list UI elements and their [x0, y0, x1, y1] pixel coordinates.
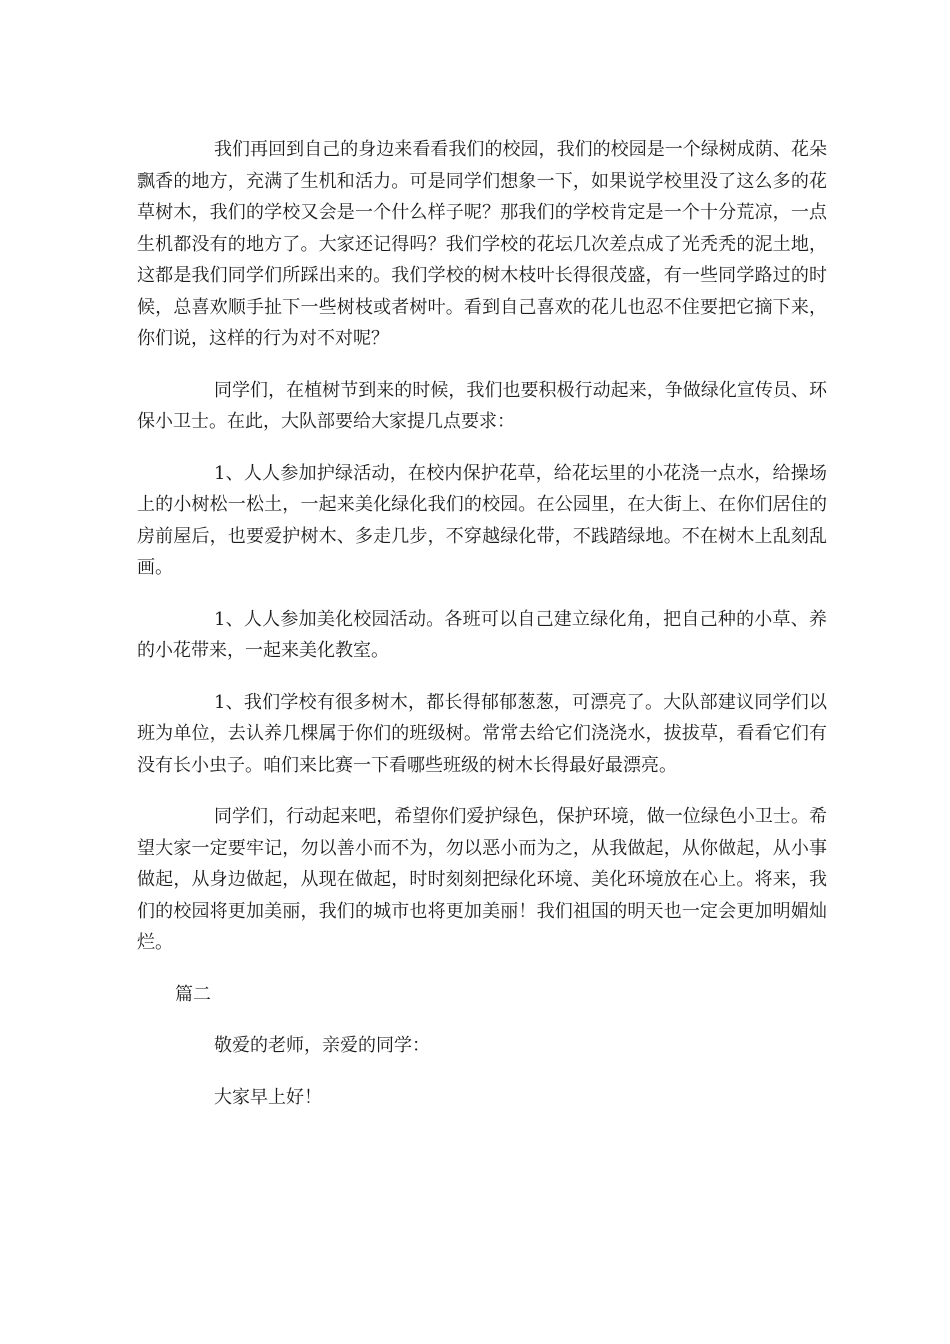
section-heading: 篇二 — [175, 983, 211, 1005]
paragraph-call-to-action: 同学们，在植树节到来的时候，我们也要积极行动起来，争做绿化宣传员、环保小卫士。在此，大队部要给大家提几点要求： — [137, 379, 827, 432]
paragraph-requirement-protect-green: 1、人人参加护绿活动，在校内保护花草，给花坛里的小花浇一点水，给操场上的小树松一松土，一起来美化绿化我们的校园。在公园里，在大街上、在你们居住的房前屋后，也要爱护树木、多走几步，不穿越绿化带，不践踏绿地。不在树木上乱刻乱画。 — [137, 462, 827, 578]
paragraph-campus: 我们再回到自己的身边来看看我们的校园，我们的校园是一个绿树成荫、花朵飘香的地方，充满了生机和活力。可是同学们想象一下，如果说学校里没了这么多的花草树木，我们的学校又会是一个什么样子呢？那我们的学校肯定是一个十分荒凉，一点生机都没有的地方了。大家还记得吗？我们学校的花坛几次差点成了光秃秃的泥土地，这都是我们同学们所踩出来的。我们学校的树木枝叶长得很茂盛，有一些同学路过的时候，总喜欢顺手扯下一些树枝或者树叶。看到自己喜欢的花儿也忍不住要把它摘下来，你们说，这样的行为对不对呢？ — [137, 139, 827, 349]
paragraph-closing: 同学们，行动起来吧，希望你们爱护绿色，保护环境，做一位绿色小卫士。希望大家一定要牢记，勿以善小而不为，勿以恶小而为之，从我做起，从你做起，从小事做起，从身边做起，从现在做起，时时刻刻把绿化环境、美化环境放在心上。将来，我们的校园将更加美丽，我们的城市也将更加美丽！我们祖国的明天也一定会更加明媚灿烂。 — [137, 806, 827, 953]
document-page — [137, 134, 827, 1133]
salutation: 敬爱的老师，亲爱的同学： — [214, 1035, 430, 1056]
paragraph-requirement-adopt-tree: 1、我们学校有很多树木，都长得郁郁葱葱，可漂亮了。大队部建议同学们以班为单位，去认养几棵属于你们的班级树。常常去给它们浇浇水，拔拔草，看看它们有没有长小虫子。咱们来比赛一下看哪些班级的树木长得最好最漂亮。 — [137, 691, 827, 776]
greeting: 大家早上好！ — [214, 1086, 322, 1108]
paragraph-requirement-beautify-campus: 1、人人参加美化校园活动。各班可以自己建立绿化角，把自己种的小草、养的小花带来，一起来美化教室。 — [137, 608, 827, 661]
